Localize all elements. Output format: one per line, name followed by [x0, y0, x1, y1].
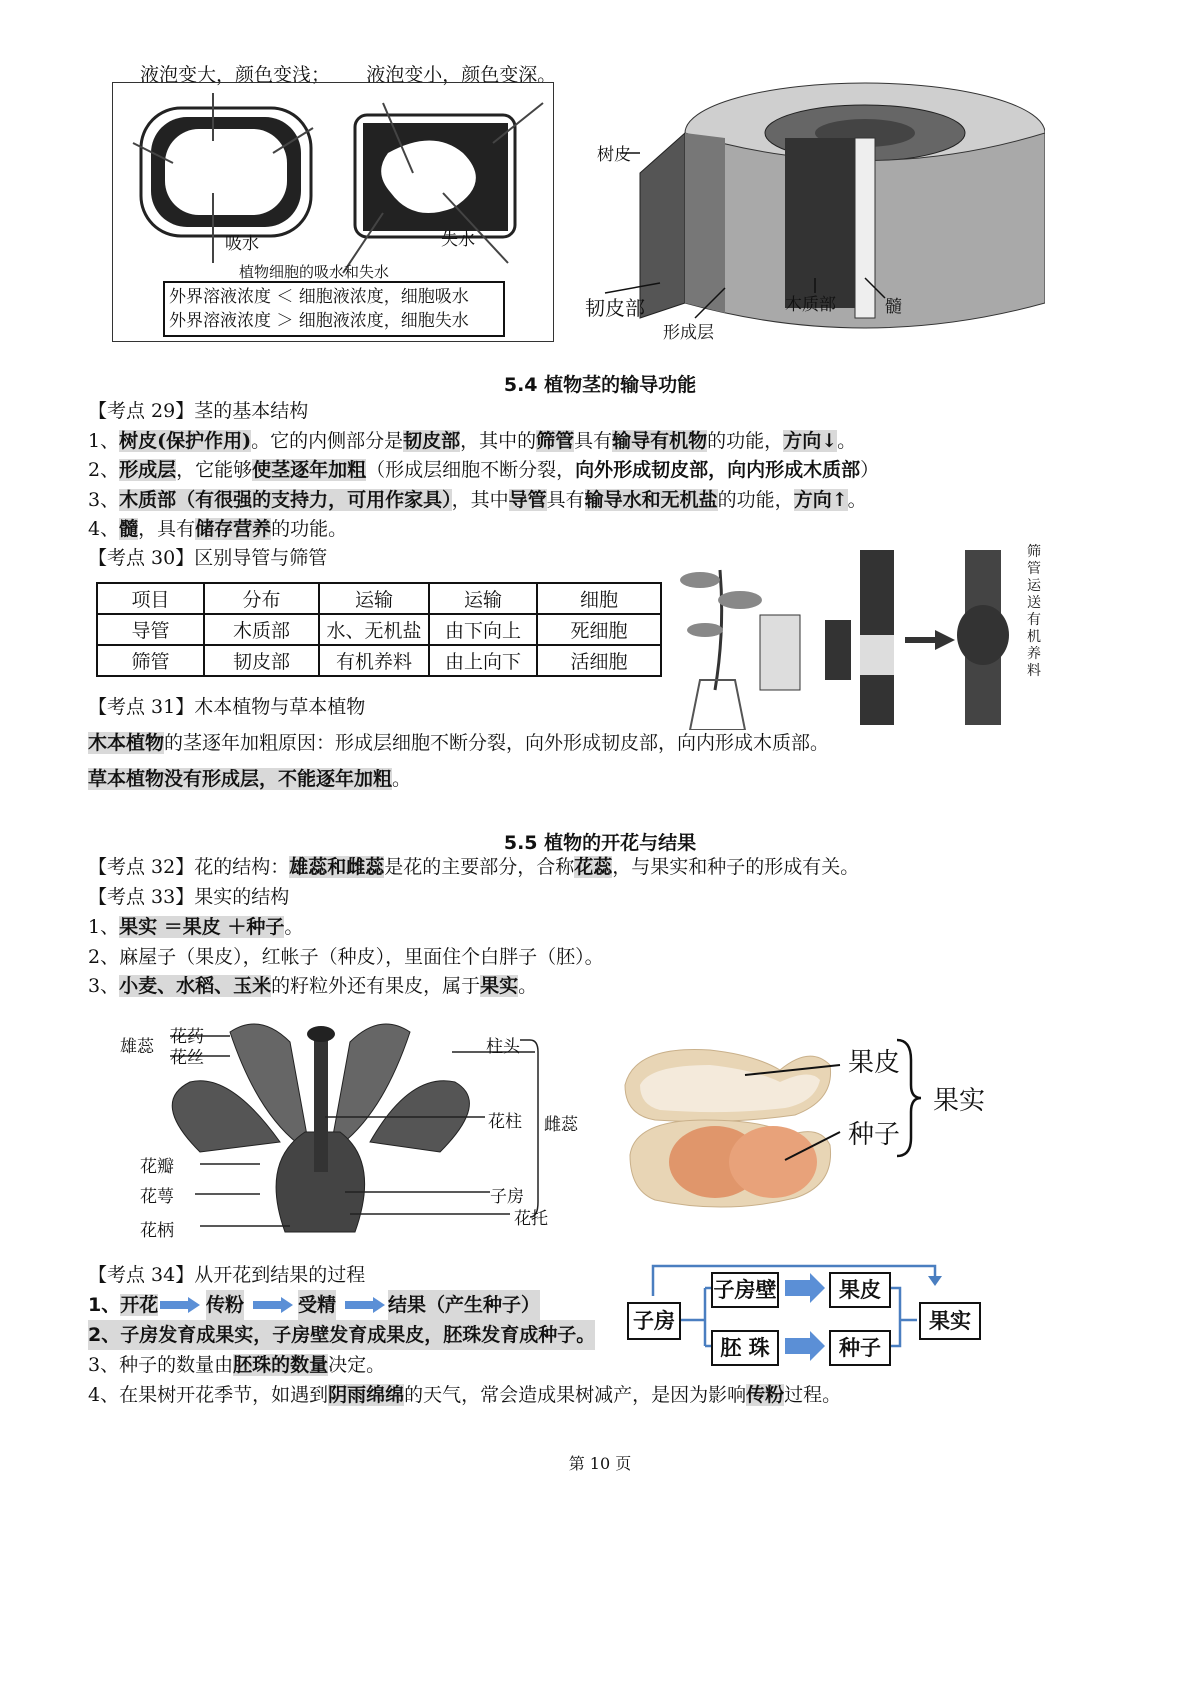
- vessel-term: 导管: [508, 489, 547, 511]
- table-cell: 分布: [204, 583, 319, 614]
- kp33-heading: 【考点 33】果实的结构: [88, 886, 290, 908]
- peanut-diagram: [615, 1020, 1035, 1220]
- process-line-4: [88, 1380, 841, 1410]
- text: 1、: [88, 430, 120, 452]
- phloem-term: 韧皮部: [403, 430, 461, 452]
- development-flow: [625, 1258, 985, 1373]
- table-cell: 细胞: [537, 583, 661, 614]
- organic-term: 输导有机物: [612, 430, 708, 452]
- text: 【考点 32】花的结构：: [88, 856, 290, 878]
- xylem-term: 木质部（有很强的支持力，可用作家具）: [119, 489, 452, 511]
- text: 。: [847, 489, 867, 511]
- flow-ovary-wall: 子房壁: [711, 1272, 779, 1308]
- flow-peel: 果皮: [829, 1272, 891, 1308]
- text: 决定。: [328, 1354, 386, 1376]
- osmosis-rule-box: [163, 281, 505, 337]
- step-flower: 开花: [120, 1294, 159, 1316]
- text: ，它能够: [176, 459, 253, 481]
- osmosis-rule-1: 外界溶液浓度 ＜ 细胞液浓度，细胞吸水: [169, 287, 469, 307]
- pedicel-label: 花柄: [140, 1221, 174, 1241]
- text: 是花的主要部分，合称: [384, 856, 575, 878]
- step-pollination: 传粉: [206, 1290, 244, 1320]
- style-label: 花柱: [488, 1112, 522, 1132]
- flower-figure: [110, 1012, 580, 1247]
- text: 3、: [88, 975, 120, 997]
- text: 1、: [88, 916, 120, 938]
- process-line-2: 2、子房发育成果实，子房壁发育成果皮，胚珠发育成种子。: [88, 1320, 595, 1350]
- kp29-line-1: [88, 426, 856, 456]
- text: 3、: [88, 489, 120, 511]
- peel-label: 果皮: [848, 1048, 901, 1078]
- woody-term: 木本植物: [88, 732, 165, 754]
- text: 的天气，常会造成果树减产，是因为影响: [404, 1384, 747, 1406]
- kp31-heading: 【考点 31】木本植物与草本植物: [88, 696, 366, 718]
- direction-up: 方向↑: [793, 489, 848, 511]
- cell-figure: [112, 82, 554, 342]
- text: ，与果实和种子的形成有关。: [612, 856, 860, 878]
- arrow-icon: [345, 1297, 385, 1313]
- text: 的籽粒外还有果皮，属于: [271, 975, 481, 997]
- flow-fruit: 果实: [919, 1302, 981, 1340]
- stamen-label: 雄蕊: [120, 1037, 154, 1057]
- cambium-term: 形成层: [119, 459, 177, 481]
- text: 。: [284, 916, 304, 938]
- arrow-icon: [253, 1297, 293, 1313]
- rain-term: 阴雨绵绵: [328, 1384, 405, 1406]
- text: 1、: [88, 1294, 121, 1316]
- table-cell: 项目: [97, 583, 204, 614]
- cambium-function: 向外形成韧皮部，向内形成木质部: [575, 459, 861, 481]
- petal-label: 花瓣: [140, 1157, 174, 1177]
- ovary-label: 子房: [490, 1187, 524, 1207]
- page-number: 第 10 页: [568, 1454, 632, 1473]
- sepal-label: 花萼: [140, 1187, 174, 1207]
- section-5-4-title: 5.4 植物茎的输导功能: [503, 374, 697, 396]
- phloem-label: 韧皮部: [585, 296, 645, 320]
- fruit-formula: 果实 ＝果皮 ＋种子: [119, 916, 285, 938]
- table-cell: 导管: [97, 614, 204, 645]
- peanut-figure: [615, 1020, 1035, 1220]
- table-cell: 活细胞: [537, 645, 661, 676]
- stamen-pistil-term: 雄蕊和雌蕊: [289, 856, 385, 878]
- text: 具有: [546, 489, 585, 511]
- pistil-label: 雌蕊: [544, 1115, 578, 1135]
- text: 的功能，: [707, 430, 784, 452]
- flow-seed: 种子: [829, 1330, 891, 1366]
- thicken-term: 使茎逐年加粗: [252, 459, 367, 481]
- seed-label: 种子: [848, 1120, 901, 1150]
- text: 的功能。: [271, 518, 348, 540]
- kp32-line: [88, 852, 859, 882]
- text: 的茎逐年加粗原因：形成层细胞不断分裂，向外形成韧皮部，向内形成木质部。: [164, 732, 830, 754]
- pith-label: 髓: [885, 297, 902, 317]
- text: 3、种子的数量由: [88, 1354, 234, 1376]
- kp34-heading: 【考点 34】从开花到结果的过程: [88, 1264, 366, 1286]
- direction-down: 方向↓: [783, 430, 838, 452]
- lose-label: 失水: [441, 230, 475, 250]
- fruit-term: 果实: [480, 975, 519, 997]
- text: ，其中: [451, 489, 509, 511]
- arrow-icon: [160, 1297, 200, 1313]
- flower-core-term: 花蕊: [574, 856, 613, 878]
- section-5-5-title: 5.5 植物的开花与结果: [503, 832, 697, 854]
- girdling-figure: [665, 540, 1105, 730]
- fruit-line-2: 2、麻屋子（果皮），红帐子（种皮），里面住个白胖子（胚）。: [88, 946, 604, 968]
- grain-term: 小麦、水稻、玉米: [119, 975, 272, 997]
- sieve-note: 筛管运送有机养料: [1027, 544, 1041, 679]
- absorb-label: 吸水: [225, 234, 259, 254]
- text: 过程。: [784, 1384, 842, 1406]
- table-row: [97, 614, 661, 645]
- stigma-label: 柱头: [486, 1037, 520, 1057]
- table-cell: 死细胞: [537, 614, 661, 645]
- text: 的功能，: [717, 489, 794, 511]
- pith-term: 髓: [119, 518, 139, 540]
- vessel-sieve-table: [96, 582, 662, 677]
- table-cell: 运输: [429, 583, 537, 614]
- xylem-label: 木质部: [785, 295, 836, 315]
- fruit-line-3: [88, 971, 537, 1001]
- cell-caption: 植物细胞的吸水和失水: [239, 263, 390, 281]
- text: ）: [860, 459, 880, 481]
- top-caption: 液泡变大，颜色变浅； 液泡变小，颜色变深。: [140, 64, 557, 86]
- cambium-label: 形成层: [663, 323, 714, 343]
- bark-label: 树皮: [597, 145, 631, 165]
- fruit-line-1: [88, 912, 303, 942]
- table-row: [97, 583, 661, 614]
- process-line-3: [88, 1350, 385, 1380]
- woody-line: [88, 728, 829, 758]
- kp30-heading: 【考点 30】区别导管与筛管: [88, 547, 328, 569]
- step-fertilization: 受精: [298, 1290, 336, 1320]
- anther-label: 花药: [170, 1027, 204, 1047]
- kp29-line-4: [88, 514, 347, 544]
- flow-ovary: 子房: [627, 1302, 681, 1340]
- receptacle-label: 花托: [514, 1209, 548, 1229]
- text: （形成层细胞不断分裂，: [366, 459, 576, 481]
- text: 4、: [88, 518, 120, 540]
- bark-term: 树皮(保护作用): [119, 430, 252, 452]
- water-term: 输导水和无机盐: [584, 489, 718, 511]
- storage-term: 储存营养: [195, 518, 272, 540]
- flow-ovule: 胚 珠: [711, 1330, 779, 1366]
- kp29-line-2: [88, 455, 879, 485]
- kp29-heading: 【考点 29】茎的基本结构: [88, 400, 309, 422]
- text: 。它的内侧部分是: [251, 430, 404, 452]
- process-line: [88, 1290, 541, 1320]
- table-row: [97, 645, 661, 676]
- table-cell: 有机养料: [319, 645, 429, 676]
- text: 。: [392, 768, 412, 790]
- text: 2、: [88, 459, 120, 481]
- text: 4、在果树开花季节，如遇到: [88, 1384, 329, 1406]
- herb-term: 草本植物没有形成层，不能逐年加粗: [88, 768, 393, 790]
- text: ，具有: [138, 518, 196, 540]
- text: 具有: [574, 430, 613, 452]
- table-cell: 木质部: [204, 614, 319, 645]
- table-cell: 筛管: [97, 645, 204, 676]
- text: 。: [518, 975, 538, 997]
- table-cell: 由下向上: [429, 614, 537, 645]
- text: ，其中的: [460, 430, 537, 452]
- table-cell: 运输: [319, 583, 429, 614]
- ovule-count-term: 胚珠的数量: [233, 1354, 329, 1376]
- table-cell: 由上向下: [429, 645, 537, 676]
- herb-line: [88, 764, 411, 794]
- filament-label: 花丝: [170, 1048, 204, 1068]
- kp29-line-3: [88, 485, 867, 515]
- step-fruiting: 结果（产生种子）: [388, 1290, 540, 1320]
- sieve-term: 筛管: [536, 430, 575, 452]
- table-cell: 水、无机盐: [319, 614, 429, 645]
- text: 。: [837, 430, 857, 452]
- pollination-term: 传粉: [746, 1384, 785, 1406]
- stem-figure: [585, 78, 1045, 348]
- table-cell: 韧皮部: [204, 645, 319, 676]
- osmosis-rule-2: 外界溶液浓度 ＞ 细胞液浓度，细胞失水: [169, 311, 469, 331]
- fruit-label: 果实: [933, 1086, 986, 1116]
